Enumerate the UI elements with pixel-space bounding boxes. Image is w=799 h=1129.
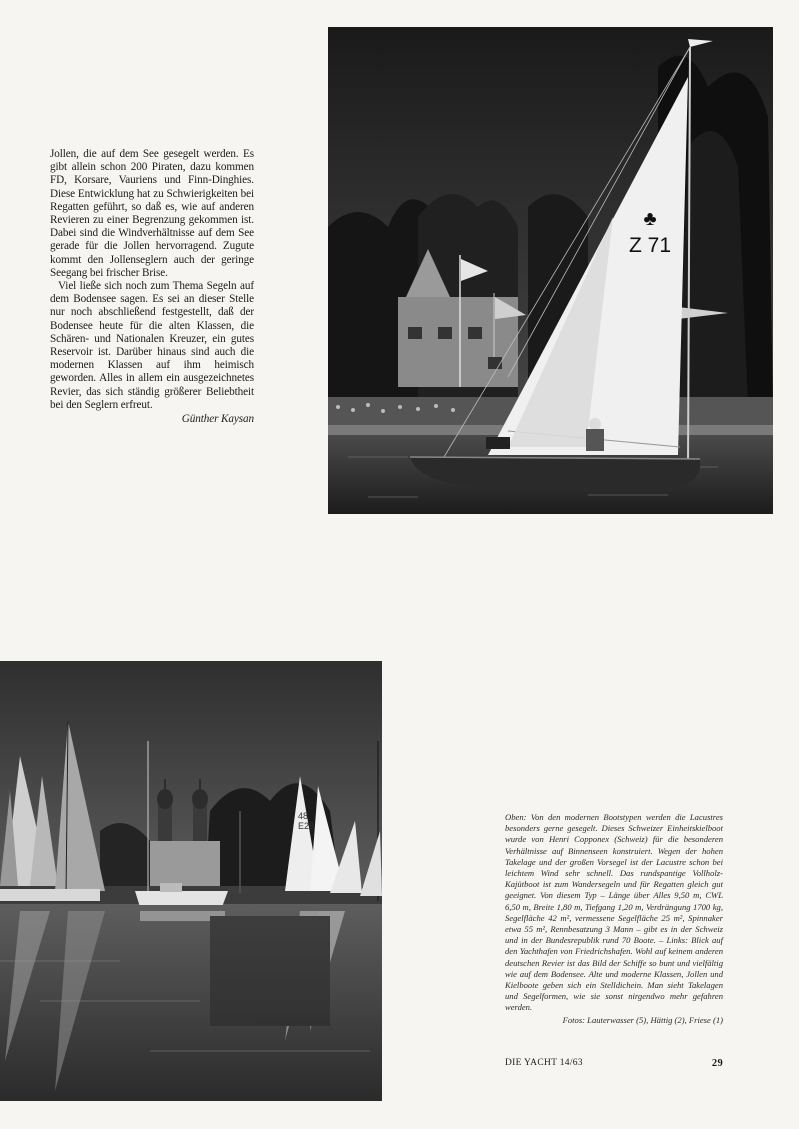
page-number: 29 — [711, 1058, 723, 1069]
article-paragraph-2: Viel ließe sich noch zum Thema Segeln auf dem Bodensee sagen. Es sei an dieser Stelle nur noch abschließend festgestellt, daß der Bodensee heute für die alten Klassen, die Schären- und Nationalen Kreuzer, ein gutes Reservoir ist. Darüber hinaus sind auch die modernen Klassen auf ihm heimisch geworden. Alles in allem ein ausgezeichnetes Revier, das sich ständig größerer Beliebtheit bei den Seglern erfreut. — [50, 280, 254, 411]
svg-text:♣: ♣ — [643, 208, 657, 230]
page-footer — [505, 1058, 723, 1069]
svg-text:E28: E28 — [298, 821, 315, 831]
author-signature: Günther Kaysan — [181, 413, 254, 426]
caption-text: Oben: Von den modernen Bootstypen werden die Lacustres besonders gerne gesegelt. Dieses Schweizer Einheitskielboot wurde von Henri Copponex (Schweiz) für die besonderen Verhältnisse auf Binnenseen konstruiert. Wegen der hohen Takelage und der großen Vorsegel ist der Lacustre schon bei leichtem Wind sehr schnell. Das rundspantige Vollholz-Kajütboot ist zum Wandersegeln und für Regatten gleich gut geeignet. Von diesem Typ – Länge über Alles 9,50 m, CWL 6,50 m, Breite 1,80 m, Tiefgang 1,20 m, Verdrängung 1700 kg, Segelfläche 42 m², vermessene Segelfläche 25 m², Spinnaker etwa 55 m², Rennbesatzung 3 Mann – gibt es in der Schweiz und in der Bundesrepublik rund 70 Boote. – Links: Blick auf den Yachthafen von Friedrichshafen. Wohl auf keinem anderen deutschen Revier ist das Bild der Schiffe so bunt und vielfältig wie auf dem Bodensee. Alte und moderne Klassen, Jollen und Kielboote geben sich ein Stelldichein. Man sieht Takelagen und Segelformen, wie sie sonst nirgendwo mehr gefahren werden. — [505, 812, 723, 1013]
photo-credits: Fotos: Lauterwasser (5), Hättig (2), Friese (1) — [562, 1014, 723, 1025]
svg-text:48: 48 — [298, 811, 309, 821]
photo-lacustre-sailboat — [328, 27, 773, 514]
article-column — [50, 148, 254, 426]
photo-caption — [505, 812, 723, 1026]
photo-friedrichshafen-harbour — [0, 661, 382, 1101]
magazine-issue: DIE YACHT 14/63 — [505, 1058, 583, 1068]
sail-number: Z 71 — [628, 234, 672, 257]
article-paragraph-1: Jollen, die auf dem See gesegelt werden. Es gibt allein schon 200 Piraten, dazu kommen FD, Korsare, Vauriens und Finn-Dinghies. Diese Entwicklung hat zu Schwierigkeiten bei Regatten geführt, so daß es, wie auf anderen Revieren zu einer Begrenzung gekommen ist. Dabei sind die Windverhältnisse auf dem See gerade für die Jollen hervorragend. Zugute kommt den Jollenseglern auch der geringe Seegang bei frischer Brise. — [50, 148, 254, 279]
